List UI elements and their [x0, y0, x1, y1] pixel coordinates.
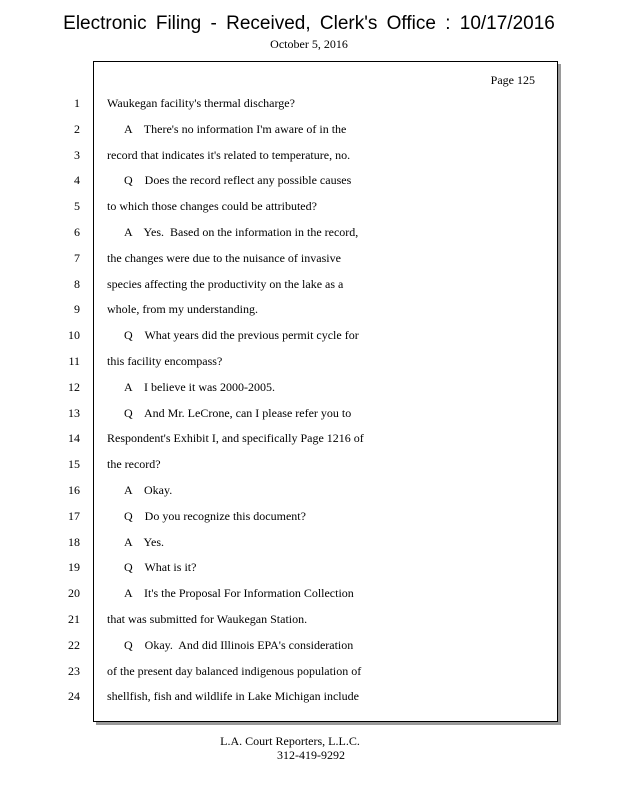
line-number: 24	[68, 689, 80, 703]
transcript-line: Q And Mr. LeCrone, can I please refer you to	[124, 406, 352, 420]
transcript-line: record that indicates it's related to temperature, no.	[107, 148, 351, 162]
filing-stamp: Electronic Filing - Received, Clerk's Office : 10/17/2016	[63, 13, 555, 34]
line-number: 17	[68, 509, 80, 523]
transcript-line: species affecting the productivity on the lake as a	[107, 277, 344, 291]
transcript-line: A It's the Proposal For Information Collection	[124, 586, 354, 600]
reporter-phone: 312-419-9292	[277, 748, 345, 762]
transcript-line: Q What is it?	[124, 560, 197, 574]
line-number: 21	[68, 612, 80, 626]
line-number: 12	[68, 380, 80, 394]
line-number: 20	[68, 586, 80, 600]
line-number: 2	[74, 122, 80, 136]
line-number: 19	[68, 560, 80, 574]
line-number: 22	[68, 638, 80, 652]
transcript-line: Q Does the record reflect any possible causes	[124, 173, 352, 187]
transcript-line: A Okay.	[124, 483, 173, 497]
line-number: 13	[68, 406, 80, 420]
transcript-line: A Yes.	[124, 535, 165, 549]
transcript-line: A There's no information I'm aware of in the	[124, 122, 347, 136]
transcript-line: the record?	[107, 457, 161, 471]
transcript-line: A I believe it was 2000-2005.	[124, 380, 275, 394]
line-number: 3	[74, 148, 80, 162]
transcript-line: Q Okay. And did Illinois EPA's consideration	[124, 638, 354, 652]
line-number: 8	[74, 277, 80, 291]
line-number: 6	[74, 225, 80, 239]
transcript-line: of the present day balanced indigenous population of	[107, 664, 362, 678]
transcript-line: A Yes. Based on the information in the record,	[124, 225, 359, 239]
line-number: 15	[68, 457, 80, 471]
page-number: Page 125	[490, 73, 535, 87]
transcript-line: to which those changes could be attributed?	[107, 199, 317, 213]
transcript-line: Q What years did the previous permit cycle for	[124, 328, 359, 342]
transcript-line: shellfish, fish and wildlife in Lake Michigan include	[107, 689, 359, 703]
reporter-name: L.A. Court Reporters, L.L.C.	[220, 734, 360, 748]
line-number: 9	[74, 302, 80, 316]
line-number: 10	[68, 328, 80, 342]
transcript-line: this facility encompass?	[107, 354, 223, 368]
line-number: 18	[68, 535, 80, 549]
line-number: 14	[68, 431, 80, 445]
transcript-line: Waukegan facility's thermal discharge?	[107, 96, 295, 110]
line-number: 5	[74, 199, 80, 213]
line-number: 23	[68, 664, 80, 678]
transcript-line: the changes were due to the nuisance of invasive	[107, 251, 341, 265]
transcript-line: Respondent's Exhibit I, and specifically Page 1216 of	[107, 431, 364, 445]
hearing-date: October 5, 2016	[270, 37, 348, 51]
transcript-line: whole, from my understanding.	[107, 302, 258, 316]
line-number: 1	[74, 96, 80, 110]
line-number: 16	[68, 483, 80, 497]
line-number: 7	[74, 251, 80, 265]
line-number: 11	[68, 354, 80, 368]
transcript-line: that was submitted for Waukegan Station.	[107, 612, 308, 626]
transcript-line: Q Do you recognize this document?	[124, 509, 306, 523]
line-number: 4	[74, 173, 80, 187]
